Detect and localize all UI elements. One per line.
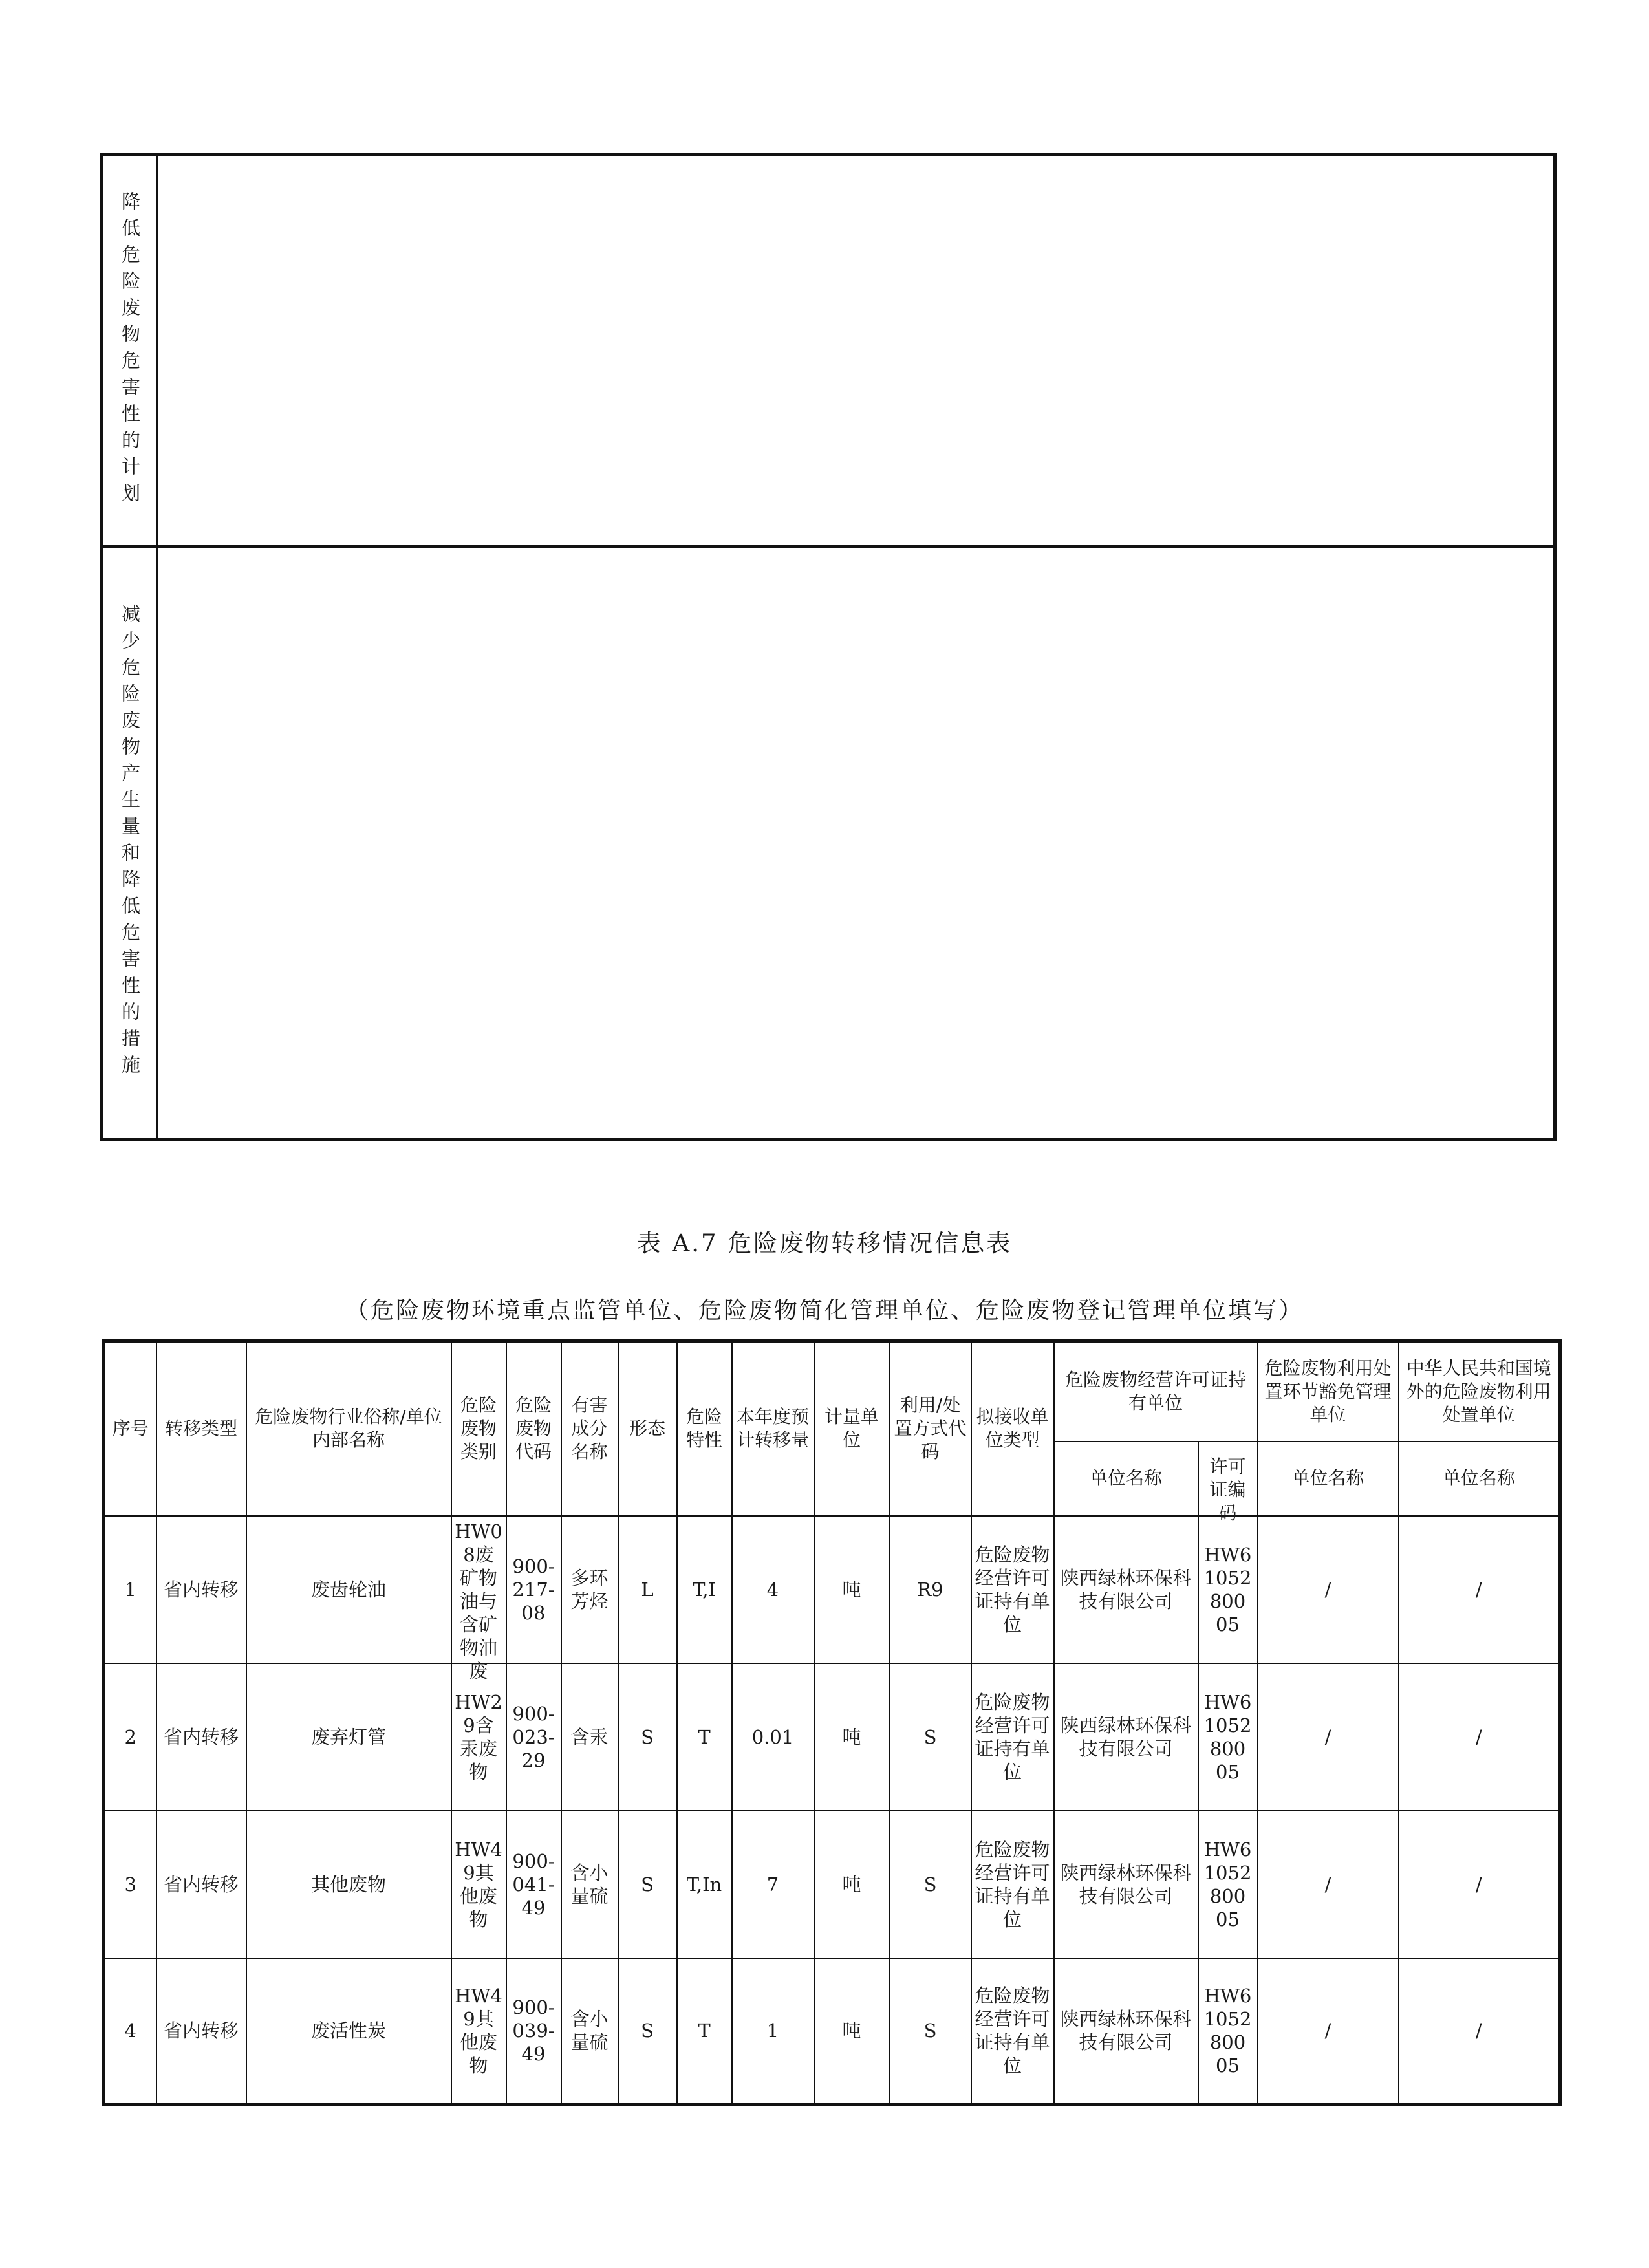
cell-seq: 3 xyxy=(104,1811,156,1958)
cell-exempt: / xyxy=(1258,1958,1399,2105)
header-exempt-group: 危险废物利用处置环节豁免管理单位 xyxy=(1258,1341,1399,1442)
cell-foreign: / xyxy=(1399,1663,1560,1811)
cell-transfer-type: 省内转移 xyxy=(156,1958,246,2105)
transfer-info-table xyxy=(102,1339,1562,2106)
cell-exempt: / xyxy=(1258,1516,1399,1663)
cell-hazard: T,I xyxy=(677,1516,732,1663)
cell-license-no: HW61052800 05 xyxy=(1198,1663,1258,1811)
header-foreign-group: 中华人民共和国境外的危险废物利用处置单位 xyxy=(1399,1341,1560,1442)
cell-amount: 1 xyxy=(732,1958,814,2105)
cell-unit: 吨 xyxy=(814,1811,890,1958)
cell-seq: 4 xyxy=(104,1958,156,2105)
cell-foreign: / xyxy=(1399,1516,1560,1663)
cell-unit: 吨 xyxy=(814,1663,890,1811)
cell-foreign: / xyxy=(1399,1811,1560,1958)
header-seq: 序号 xyxy=(104,1341,156,1516)
cell-transfer-type: 省内转移 xyxy=(156,1811,246,1958)
cell-harmful: 含汞 xyxy=(561,1663,618,1811)
cell-exempt: / xyxy=(1258,1811,1399,1958)
cell-category: HW08废矿物油与含矿物油废 xyxy=(451,1516,506,1663)
plan-form-frame xyxy=(100,153,1557,1141)
plan-section-measures-label: 减少危险废物产生量和降低危害性的措施 xyxy=(103,548,158,1138)
cell-amount: 0.01 xyxy=(732,1663,814,1811)
header-form: 形态 xyxy=(618,1341,677,1516)
cell-receiver-type: 危险废物经营许可证持有单位 xyxy=(971,1958,1054,2105)
header-amount: 本年度预计转移量 xyxy=(732,1341,814,1516)
cell-license-name: 陕西绿林环保科技有限公司 xyxy=(1054,1516,1198,1663)
header-unit: 计量单位 xyxy=(814,1341,890,1516)
header-method: 利用/处置方式代码 xyxy=(890,1341,971,1516)
plan-section-reduce-hazard xyxy=(103,156,1553,548)
cell-seq: 2 xyxy=(104,1663,156,1811)
header-exempt-name: 单位名称 xyxy=(1258,1442,1399,1516)
table-row xyxy=(104,1958,1560,2105)
cell-name: 其他废物 xyxy=(246,1811,451,1958)
header-category: 危险废物类别 xyxy=(451,1341,506,1516)
header-receiver-type: 拟接收单位类型 xyxy=(971,1341,1054,1516)
cell-form: L xyxy=(618,1516,677,1663)
cell-method: S xyxy=(890,1663,971,1811)
cell-code: 900-217-08 xyxy=(506,1516,561,1663)
header-license-name: 单位名称 xyxy=(1054,1442,1198,1516)
cell-code: 900-023-29 xyxy=(506,1663,561,1811)
cell-form: S xyxy=(618,1811,677,1958)
table-subtitle: （危险废物环境重点监管单位、危险废物简化管理单位、危险废物登记管理单位填写） xyxy=(345,1297,1304,1324)
cell-transfer-type: 省内转移 xyxy=(156,1663,246,1811)
cell-harmful: 多环芳烃 xyxy=(561,1516,618,1663)
cell-name: 废活性炭 xyxy=(246,1958,451,2105)
cell-unit: 吨 xyxy=(814,1516,890,1663)
cell-foreign: / xyxy=(1399,1958,1560,2105)
cell-receiver-type: 危险废物经营许可证持有单位 xyxy=(971,1663,1054,1811)
header-foreign-name: 单位名称 xyxy=(1399,1442,1560,1516)
cell-method: S xyxy=(890,1958,971,2105)
header-license-group: 危险废物经营许可证持有单位 xyxy=(1054,1341,1258,1442)
cell-amount: 4 xyxy=(732,1516,814,1663)
cell-method: S xyxy=(890,1811,971,1958)
table-title: 表 A.7 危险废物转移情况信息表 xyxy=(636,1229,1013,1257)
cell-hazard: T,In xyxy=(677,1811,732,1958)
cell-receiver-type: 危险废物经营许可证持有单位 xyxy=(971,1516,1054,1663)
cell-form: S xyxy=(618,1958,677,2105)
plan-section-reduce-hazard-label: 降低危险废物危害性的计划 xyxy=(103,156,158,545)
cell-name: 废弃灯管 xyxy=(246,1663,451,1811)
header-license-no: 许可证编码 xyxy=(1198,1442,1258,1516)
cell-amount: 7 xyxy=(732,1811,814,1958)
cell-category: HW49其他废物 xyxy=(451,1958,506,2105)
cell-receiver-type: 危险废物经营许可证持有单位 xyxy=(971,1811,1054,1958)
cell-category: HW29含汞废物 xyxy=(451,1663,506,1811)
cell-license-name: 陕西绿林环保科技有限公司 xyxy=(1054,1958,1198,2105)
cell-code: 900-039-49 xyxy=(506,1958,561,2105)
cell-license-name: 陕西绿林环保科技有限公司 xyxy=(1054,1811,1198,1958)
cell-code: 900-041-49 xyxy=(506,1811,561,1958)
header-transfer-type: 转移类型 xyxy=(156,1341,246,1516)
cell-transfer-type: 省内转移 xyxy=(156,1516,246,1663)
cell-unit: 吨 xyxy=(814,1958,890,2105)
cell-harmful: 含小量硫 xyxy=(561,1958,618,2105)
header-hazard: 危险特性 xyxy=(677,1341,732,1516)
header-name: 危险废物行业俗称/单位内部名称 xyxy=(246,1341,451,1516)
cell-license-no: HW61052800 05 xyxy=(1198,1958,1258,2105)
header-code: 危险废物代码 xyxy=(506,1341,561,1516)
cell-form: S xyxy=(618,1663,677,1811)
cell-license-no: HW61052800 05 xyxy=(1198,1811,1258,1958)
cell-method: R9 xyxy=(890,1516,971,1663)
cell-license-no: HW61052800 05 xyxy=(1198,1516,1258,1663)
cell-seq: 1 xyxy=(104,1516,156,1663)
header-harmful: 有害成分名称 xyxy=(561,1341,618,1516)
table-row xyxy=(104,1663,1560,1811)
cell-exempt: / xyxy=(1258,1663,1399,1811)
table-row xyxy=(104,1811,1560,1958)
cell-hazard: T xyxy=(677,1663,732,1811)
cell-license-name: 陕西绿林环保科技有限公司 xyxy=(1054,1663,1198,1811)
cell-harmful: 含小量硫 xyxy=(561,1811,618,1958)
cell-category: HW49其他废物 xyxy=(451,1811,506,1958)
cell-hazard: T xyxy=(677,1958,732,2105)
table-row xyxy=(104,1516,1560,1663)
plan-section-measures xyxy=(103,548,1553,1138)
cell-name: 废齿轮油 xyxy=(246,1516,451,1663)
